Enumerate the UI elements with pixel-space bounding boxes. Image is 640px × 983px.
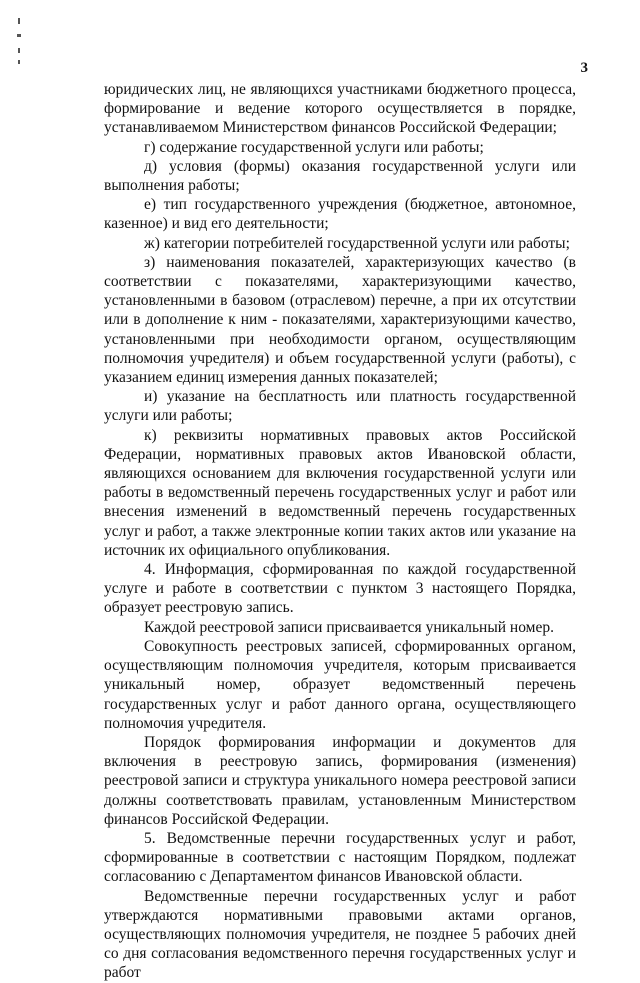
paragraph-item-z: з) наименования показателей, характеризующих качество (в соответствии с показателями, характеризующими качество, установленными в базовом (отраслевом) перечне, а при их отсутствии или в дополнение к ним - показателями, характеризующими качество, установленными при необходимости органом, осуществляющим полномочия учредителя) и объем государственной услуги (работы), с указанием единиц измерения данных показателей; — [104, 253, 576, 387]
paragraph-item-zh: ж) категории потребителей государственной услуги или работы; — [144, 234, 570, 252]
paragraph-item-e: е) тип государственного учреждения (бюджетное, автономное, казенное) и вид его деятельности; — [104, 196, 576, 233]
paragraph-aggregate: Совокупность реестровых записей, сформированных органом, осуществляющим полномочия учредителя, которым присваивается уникальный номер, образует ведомственный перечень государственных услуг и работ данного органа, осуществляющего полномочия учредителя. — [104, 637, 576, 732]
scan-artifact — [18, 48, 20, 53]
paragraph-procedure: Порядок формирования информации и документов для включения в реестровую запись, формирования (изменения) реестровой записи и структура уникального номера реестровой записи должны соответствовать правилам, установленным Министерством финансов Российской Федерации. — [104, 733, 576, 828]
scan-artifact — [17, 34, 21, 37]
paragraph-section-5: 5. Ведомственные перечни государственных услуг и работ, сформированные в соответствии с настоящим Порядком, подлежат согласованию с Департаментом финансов Ивановской области. — [104, 829, 576, 886]
paragraph-approval: Ведомственные перечни государственных услуг и работ утверждаются нормативными правовыми актами органов, осуществляющих полномочия учредителя, не позднее 5 рабочих дней со дня согласования ведомственного перечня государственных услуг и работ — [104, 887, 576, 982]
paragraph-item-k: к) реквизиты нормативных правовых актов Российской Федерации, нормативных правовых актов Ивановской области, являющихся основанием для включения государственной услуги или работы в ведомственный перечень государственных услуг и работ или внесения изменений в ведомственный перечень государственных услуг и работ, а также электронные копии таких актов или указание на источник их официального опубликования. — [104, 426, 576, 559]
paragraph-item-i: и) указание на бесплатность или платность государственной услуги или работы; — [104, 388, 576, 425]
paragraph-item-g: г) содержание государственной услуги или работы; — [144, 138, 484, 156]
paragraph-section-4: 4. Информация, сформированная по каждой государственной услуге и работе в соответствии с пунктом 3 настоящего Порядка, образует реестровую запись. — [104, 561, 576, 617]
paragraph-continuation: юридических лиц, не являющихся участниками бюджетного процесса, формирование и ведение которого осуществляется в порядке, устанавливаемом Министерством финансов Российской Федерации; — [104, 81, 576, 137]
scan-artifact — [18, 18, 20, 24]
paragraph-unique-number: Каждой реестровой записи присваивается уникальный номер. — [144, 618, 554, 636]
scan-artifact — [18, 60, 20, 64]
paragraph-item-d: д) условия (формы) оказания государственной услуги или выполнения работы; — [104, 157, 576, 195]
document-body — [104, 80, 576, 983]
page-number: 3 — [580, 60, 588, 76]
